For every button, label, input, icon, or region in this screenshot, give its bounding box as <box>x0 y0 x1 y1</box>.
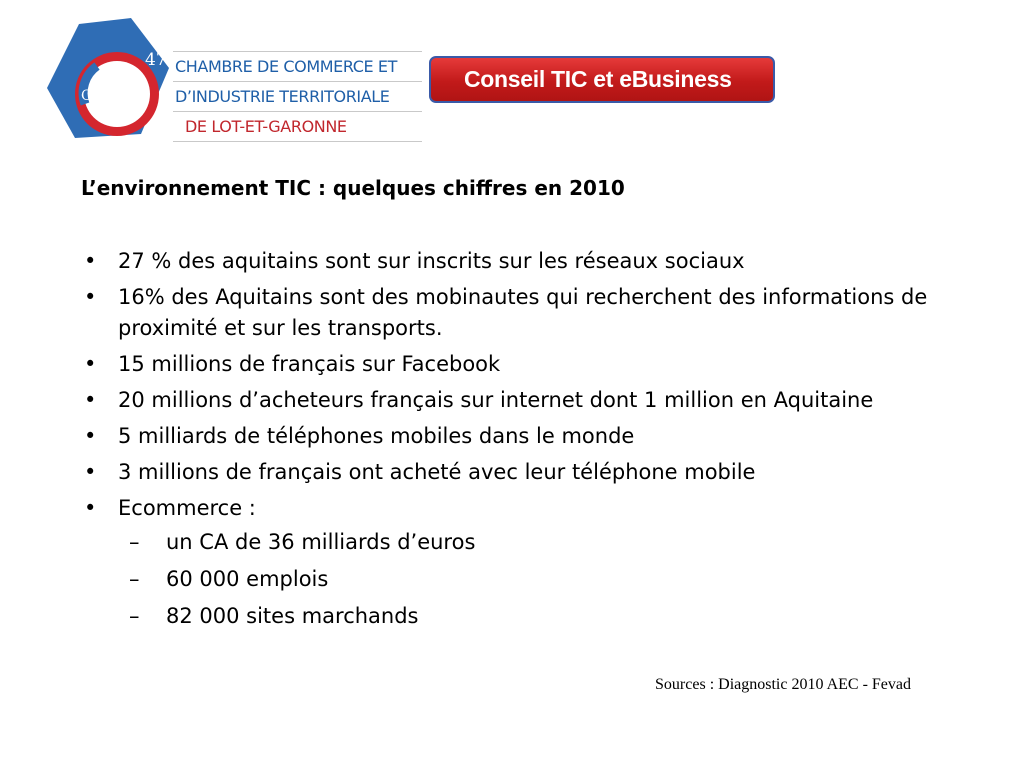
logo-acronym: CCIT <box>81 88 118 104</box>
org-name-line-3: DE LOT-ET-GARONNE <box>173 111 422 142</box>
bullet-list <box>80 246 960 638</box>
sources-note: Sources : Diagnostic 2010 AEC - Fevad <box>655 676 911 693</box>
bullet-text: 27 % des aquitains sont sur inscrits sur les réseaux sociaux <box>118 249 745 273</box>
bullet-text: 16% des Aquitains sont des mobinautes qui recherchent des informations de proximité et sur les transports. <box>118 285 928 340</box>
bullet-text: 3 millions de français ont acheté avec leur téléphone mobile <box>118 460 756 484</box>
bullet-marker: • <box>84 460 97 484</box>
sub-bullet-text: 82 000 sites marchands <box>166 604 419 628</box>
bullet-item <box>80 246 960 277</box>
bullet-text: 20 millions d’acheteurs français sur internet dont 1 million en Aquitaine <box>118 388 874 412</box>
sub-bullet-marker: – <box>129 530 140 554</box>
cci-logo <box>45 18 422 140</box>
bullet-marker: • <box>84 424 97 448</box>
bullet-item <box>80 385 960 416</box>
bullet-text: 15 millions de français sur Facebook <box>118 352 501 376</box>
bullet-marker: • <box>84 249 97 273</box>
bullet-item <box>80 421 960 452</box>
conseil-tic-banner: Conseil TIC et eBusiness <box>429 56 775 103</box>
bullet-marker: • <box>84 352 97 376</box>
sub-bullet-item <box>118 527 960 558</box>
bullet-marker: • <box>84 388 97 412</box>
bullet-item <box>80 282 960 344</box>
sub-bullet-text: 60 000 emplois <box>166 567 329 591</box>
sub-bullet-item <box>118 601 960 632</box>
bullet-marker: • <box>84 496 97 520</box>
bullet-item <box>80 349 960 380</box>
bullet-text: Ecommerce : <box>118 496 256 520</box>
bullet-text: 5 milliards de téléphones mobiles dans le monde <box>118 424 635 448</box>
bullet-marker: • <box>84 285 97 309</box>
cci-seal-logo <box>45 18 175 140</box>
slide-title: L’environnement TIC : quelques chiffres en 2010 <box>81 176 625 200</box>
sub-bullet-marker: – <box>129 567 140 591</box>
org-name-line-1: CHAMBRE DE COMMERCE ET <box>173 51 422 81</box>
sub-bullet-marker: – <box>129 604 140 628</box>
ecommerce-sub-list <box>118 527 960 632</box>
bullet-item-ecommerce <box>80 493 960 632</box>
org-name-line-2: D’INDUSTRIE TERRITORIALE <box>173 81 422 111</box>
bullet-item <box>80 457 960 488</box>
logo-number: 47 <box>145 50 167 70</box>
sub-bullet-item <box>118 564 960 595</box>
sub-bullet-text: un CA de 36 milliards d’euros <box>166 530 476 554</box>
